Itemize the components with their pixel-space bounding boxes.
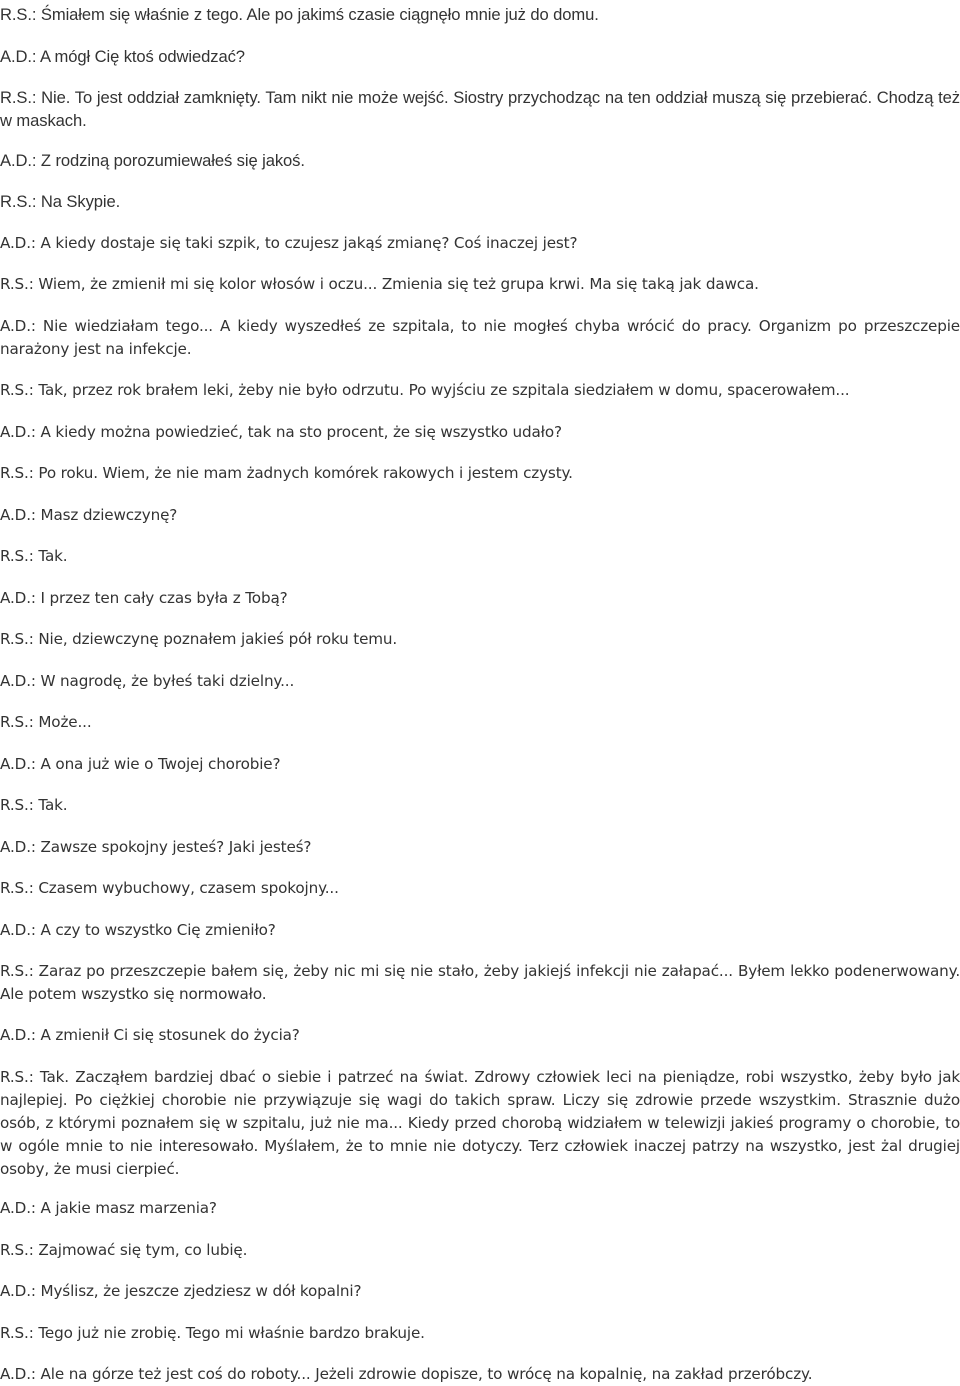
paragraph-ad: A.D.: A zmienił Ci się stosunek do życia? xyxy=(0,1026,300,1044)
paragraph-rs: R.S.: Na Skypie. xyxy=(0,192,121,211)
paragraph-rs: R.S.: Zajmować się tym, co lubię. xyxy=(0,1241,248,1259)
paragraph-ad: A.D.: A czy to wszystko Cię zmieniło? xyxy=(0,921,276,939)
paragraph-rs: R.S.: Zaraz po przeszczepie bałem się, żeby nic mi się nie stało, żeby jakiejś infekcji nie załapać... Byłem lekko podenerwowany. Ale potem wszystko się normowało. xyxy=(0,962,960,1003)
paragraph-rs: R.S.: Tak. xyxy=(0,796,68,814)
paragraph-rs: R.S.: Czasem wybuchowy, czasem spokojny... xyxy=(0,879,339,897)
paragraph-rs: R.S.: Nie, dziewczynę poznałem jakieś pół roku temu. xyxy=(0,630,398,648)
paragraph-rs: R.S.: Tego już nie zrobię. Tego mi właśnie bardzo brakuje. xyxy=(0,1324,425,1342)
paragraph-ad: A.D.: A mógł Cię ktoś odwiedzać? xyxy=(0,47,245,66)
paragraph-ad: A.D.: Myślisz, że jeszcze zjedziesz w dół kopalni? xyxy=(0,1282,362,1300)
paragraph-rs: R.S.: Może... xyxy=(0,713,92,731)
paragraph-rs: R.S.: Nie. To jest oddział zamknięty. Tam nikt nie może wejść. Siostry przychodząc na ten oddział muszą się przebierać. Chodzą też w maskach. xyxy=(0,88,960,130)
paragraph-ad: A.D.: W nagrodę, że byłeś taki dzielny... xyxy=(0,672,295,690)
paragraph-rs: R.S.: Po roku. Wiem, że nie mam żadnych komórek rakowych i jestem czysty. xyxy=(0,464,573,482)
paragraph-ad: A.D.: Masz dziewczynę? xyxy=(0,506,178,524)
paragraph-rs: R.S.: Tak, przez rok brałem leki, żeby nie było odrzutu. Po wyjściu ze szpitala siedziałem w domu, spacerowałem... xyxy=(0,381,850,399)
paragraph-ad: A.D.: Z rodziną porozumiewałeś się jakoś. xyxy=(0,151,305,170)
paragraph-ad: A.D.: A kiedy można powiedzieć, tak na sto procent, że się wszystko udało? xyxy=(0,423,562,441)
paragraph-ad: A.D.: Ale na górze też jest coś do roboty... Jeżeli zdrowie dopisze, to wrócę na kopalnię, na zakład przeróbczy. xyxy=(0,1365,813,1383)
paragraph-rs: R.S.: Wiem, że zmienił mi się kolor włosów i oczu... Zmienia się też grupa krwi. Ma się taką jak dawca. xyxy=(0,275,759,293)
paragraph-rs: R.S.: Tak. xyxy=(0,547,68,565)
paragraph-rs: R.S.: Tak. Zacząłem bardziej dbać o siebie i patrzeć na świat. Zdrowy człowiek leci na pieniądze, robi wszystko, żeby było jak najlepiej. Po ciężkiej chorobie nie przywiązuje się wagi do takich spraw. Liczy się zdrowie przede wszystkim. Strasznie dużo osób, z którymi poznałem się w szpitalu, już nie ma... Kiedy przed chorobą widziałem w telewizji jakieś programy o chorobie, to w ogóle mnie to nie interesowało. Myślałem, że to mnie nie dotyczy. Terz człowiek inaczej patrzy na wszystko, jest żal drugiej osoby, że musi cierpieć. xyxy=(0,1068,960,1178)
paragraph-ad: A.D.: A jakie masz marzenia? xyxy=(0,1199,217,1217)
paragraph-ad: A.D.: Zawsze spokojny jesteś? Jaki jesteś? xyxy=(0,838,312,856)
paragraph-ad: A.D.: Nie wiedziałam tego... A kiedy wyszedłeś ze szpitala, to nie mogłeś chyba wrócić do pracy. Organizm po przeszczepie narażony jest na infekcje. xyxy=(0,317,960,358)
paragraph-ad: A.D.: A ona już wie o Twojej chorobie? xyxy=(0,755,281,773)
paragraph-ad: A.D.: A kiedy dostaje się taki szpik, to czujesz jakąś zmianę? Coś inaczej jest? xyxy=(0,234,578,252)
paragraph-rs: R.S.: Śmiałem się właśnie z tego. Ale po jakimś czasie ciągnęło mnie już do domu. xyxy=(0,5,599,24)
paragraph-ad: A.D.: I przez ten cały czas była z Tobą? xyxy=(0,589,288,607)
